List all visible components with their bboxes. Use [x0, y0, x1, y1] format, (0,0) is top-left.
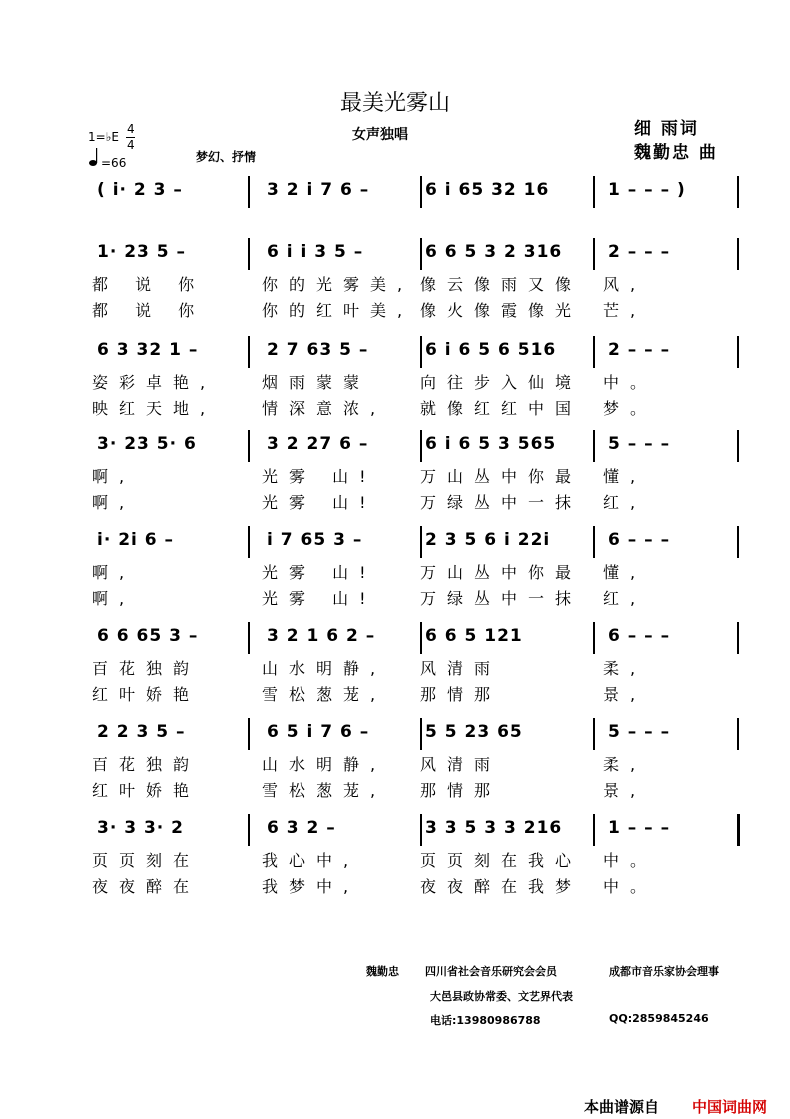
lyric-line: 风清雨 [420, 659, 502, 678]
lyric-line: 向往步入仙境 [420, 373, 583, 392]
barline [593, 336, 595, 368]
lyric-line: 情深意浓, [262, 399, 387, 418]
measure-notes: 6 3 2 – [267, 818, 336, 838]
barline [737, 718, 739, 750]
lyric-line: 百花独韵 [92, 755, 201, 774]
lyric-line: 光雾 山! [262, 467, 377, 486]
barline [593, 176, 595, 208]
barline [420, 526, 422, 558]
barline [593, 718, 595, 750]
lyric-line: 风, [603, 275, 647, 294]
lyric-line: 万山丛中你最 [420, 563, 583, 582]
measure-notes: 3 3 5 3 3 216 [425, 818, 563, 838]
lyric-line: 那情那 [420, 781, 502, 800]
lyric-line: 景, [603, 781, 647, 800]
measure-notes: 5 – – – [608, 434, 671, 454]
barline [737, 526, 739, 558]
measure-notes: 3 2 27 6 – [267, 434, 369, 454]
time-signature-bottom: 4 [127, 138, 135, 152]
composer-phone: 电话:13980986788 [430, 1014, 541, 1027]
time-signature-top: 4 [127, 122, 135, 136]
lyric-line: 像火像霞像光 [420, 301, 583, 320]
lyric-line: 夜夜醉在 [92, 877, 201, 896]
measure-notes: 6 6 5 3 2 316 [425, 242, 563, 262]
measure-notes: 6 i 65 32 16 [425, 180, 550, 200]
lyric-line: 映红天地, [92, 399, 217, 418]
measure-notes: 6 i i 3 5 – [267, 242, 364, 262]
lyric-line: 姿彩卓艳, [92, 373, 217, 392]
source-label: 本曲谱源自 [584, 1098, 660, 1116]
barline [593, 526, 595, 558]
barline [420, 718, 422, 750]
measure-notes: 6 i 6 5 3 565 [425, 434, 557, 454]
measure-notes: 2 – – – [608, 340, 671, 360]
barline [737, 622, 739, 654]
barline [593, 430, 595, 462]
barline [420, 238, 422, 270]
composer-qq: QQ:2859845246 [609, 1012, 709, 1025]
lyric-line: 柔, [603, 659, 647, 678]
barline [248, 814, 250, 846]
performance-type: 女声独唱 [352, 127, 408, 143]
measure-notes: ( i· 2 3 – [97, 180, 183, 200]
lyric-line: 风清雨 [420, 755, 502, 774]
composer-name: 魏勤忠 [366, 965, 399, 978]
key-signature: 1=♭E [88, 130, 119, 144]
lyric-line: 光雾 山! [262, 589, 377, 608]
barline [248, 622, 250, 654]
measure-notes: 5 – – – [608, 722, 671, 742]
quarter-note-icon [88, 146, 102, 168]
lyric-line: 山水明静, [262, 755, 387, 774]
mood-marking: 梦幻、抒情 [196, 150, 257, 164]
barline [248, 238, 250, 270]
barline [248, 718, 250, 750]
measure-notes: 3 2 i 7 6 – [267, 180, 370, 200]
measure-notes: 6 i 6 5 6 516 [425, 340, 557, 360]
lyric-line: 红叶娇艳 [92, 685, 201, 704]
lyric-line: 芒, [603, 301, 647, 320]
barline [737, 336, 739, 368]
barline [420, 176, 422, 208]
measure-notes: i 7 65 3 – [267, 530, 363, 550]
barline [593, 814, 595, 846]
lyric-line: 雪松葱茏, [262, 781, 387, 800]
measure-notes: 5 5 23 65 [425, 722, 523, 742]
barline [420, 336, 422, 368]
measure-notes: 6 6 65 3 – [97, 626, 199, 646]
lyric-line: 万绿丛中一抹 [420, 493, 583, 512]
lyric-line: 页页刻在我心 [420, 851, 583, 870]
measure-notes: 1 – – – [608, 818, 671, 838]
lyric-line: 红叶娇艳 [92, 781, 201, 800]
source-site-link[interactable]: 中国词曲网 [692, 1098, 768, 1116]
lyric-line: 光雾 山! [262, 563, 377, 582]
lyric-line: 你的光雾美, [262, 275, 414, 294]
barline [248, 176, 250, 208]
lyric-line: 啊, [92, 563, 136, 582]
lyric-line: 中。 [603, 373, 658, 392]
lyric-line: 都 说 你 [92, 275, 206, 294]
lyric-line: 烟雨蒙蒙 [262, 373, 371, 392]
lyric-line: 我心中, [262, 851, 360, 870]
barline [248, 336, 250, 368]
barline [593, 622, 595, 654]
measure-notes: 3· 23 5· 6 [97, 434, 197, 454]
measure-notes: 3· 3 3· 2 [97, 818, 184, 838]
barline [420, 430, 422, 462]
lyricist-credit: 细 雨词 [634, 119, 699, 139]
lyric-line: 梦。 [603, 399, 658, 418]
barline [737, 430, 739, 462]
lyric-line: 啊, [92, 589, 136, 608]
barline [248, 430, 250, 462]
lyric-line: 红, [603, 493, 647, 512]
lyric-line: 就像红红中国 [420, 399, 583, 418]
measure-notes: 6 – – – [608, 626, 671, 646]
measure-notes: i· 2i 6 – [97, 530, 175, 550]
lyric-line: 万山丛中你最 [420, 467, 583, 486]
barline [420, 622, 422, 654]
barline [248, 526, 250, 558]
lyric-line: 夜夜醉在我梦 [420, 877, 583, 896]
composer-role-2: 成都市音乐家协会理事 [609, 965, 719, 978]
barline [737, 176, 739, 208]
page-title: 最美光雾山 [339, 91, 450, 116]
composer-credit: 魏勤忠 曲 [634, 143, 718, 163]
barline [737, 814, 740, 846]
lyric-line: 中。 [603, 851, 658, 870]
measure-notes: 2 – – – [608, 242, 671, 262]
measure-notes: 2 3 5 6 i 22i [425, 530, 551, 550]
lyric-line: 山水明静, [262, 659, 387, 678]
lyric-line: 百花独韵 [92, 659, 201, 678]
lyric-line: 光雾 山! [262, 493, 377, 512]
composer-role-1: 四川省社会音乐研究会会员 [425, 965, 557, 978]
composer-role-3: 大邑县政协常委、文艺界代表 [430, 990, 573, 1003]
tempo-marking: =66 [101, 156, 127, 170]
measure-notes: 6 6 5 121 [425, 626, 523, 646]
measure-notes: 6 – – – [608, 530, 671, 550]
lyric-line: 你的红叶美, [262, 301, 414, 320]
lyric-line: 页页刻在 [92, 851, 201, 870]
lyric-line: 中。 [603, 877, 658, 896]
lyric-line: 懂, [603, 563, 647, 582]
lyric-line: 啊, [92, 467, 136, 486]
measure-notes: 1· 23 5 – [97, 242, 187, 262]
lyric-line: 我梦中, [262, 877, 360, 896]
measure-notes: 6 3 32 1 – [97, 340, 199, 360]
measure-notes: 2 2 3 5 – [97, 722, 186, 742]
lyric-line: 啊, [92, 493, 136, 512]
barline [737, 238, 739, 270]
barline [420, 814, 422, 846]
measure-notes: 1 – – – ) [608, 180, 686, 200]
lyric-line: 懂, [603, 467, 647, 486]
measure-notes: 3 2 1 6 2 – [267, 626, 376, 646]
lyric-line: 那情那 [420, 685, 502, 704]
lyric-line: 柔, [603, 755, 647, 774]
lyric-line: 万绿丛中一抹 [420, 589, 583, 608]
lyric-line: 红, [603, 589, 647, 608]
lyric-line: 雪松葱茏, [262, 685, 387, 704]
barline [593, 238, 595, 270]
lyric-line: 都 说 你 [92, 301, 206, 320]
measure-notes: 2 7 63 5 – [267, 340, 369, 360]
lyric-line: 像云像雨又像 [420, 275, 583, 294]
measure-notes: 6 5 i 7 6 – [267, 722, 370, 742]
lyric-line: 景, [603, 685, 647, 704]
